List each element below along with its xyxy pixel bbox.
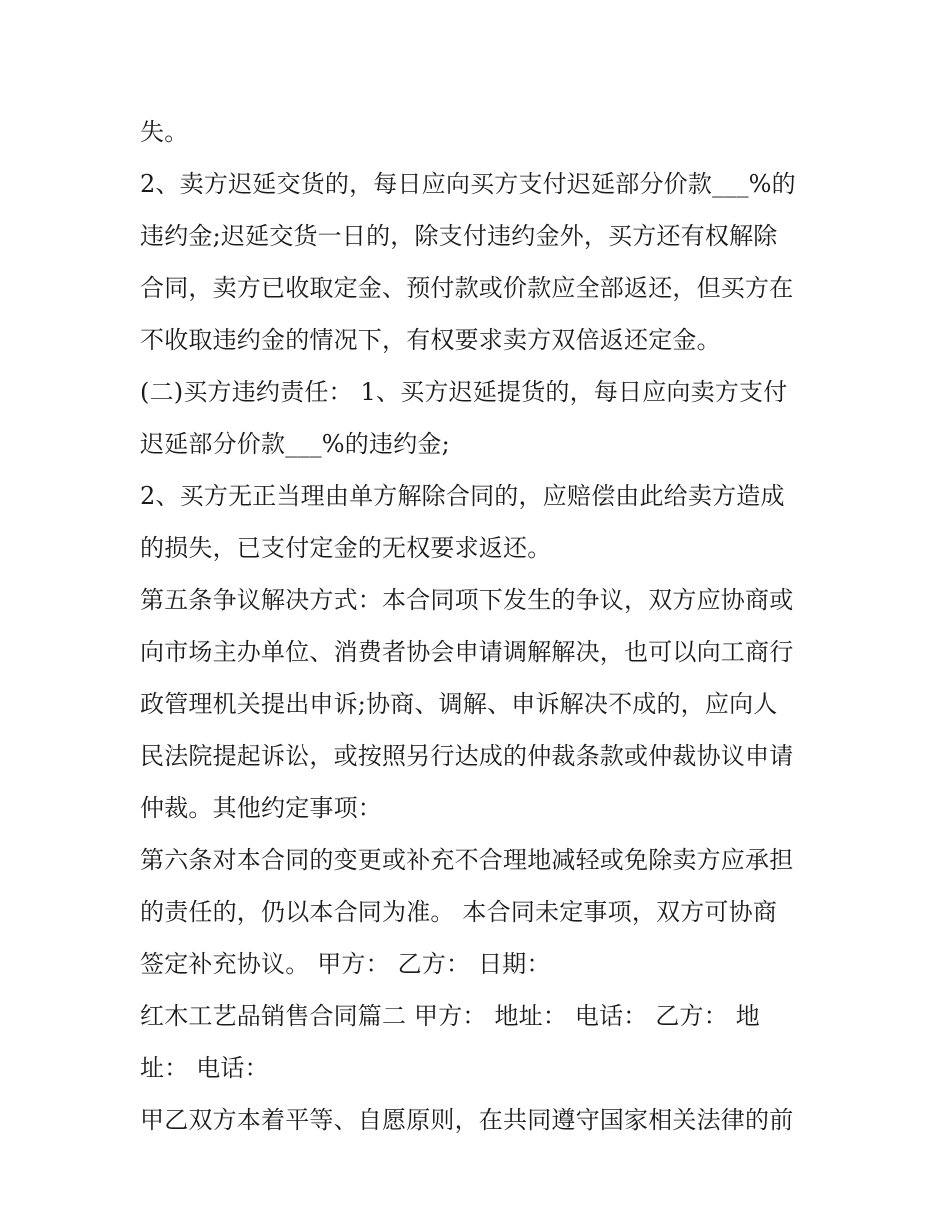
text-line: 迟延部分价款___%的违约金; <box>140 430 450 458</box>
text-line: 第五条争议解决方式：本合同项下发生的争议，双方应协商或 <box>140 586 794 614</box>
text-line: 2、买方无正当理由单方解除合同的，应赔偿由此给卖方造成 <box>140 482 785 510</box>
text-line: 违约金;迟延交货一日的，除支付违约金外，买方还有权解除 <box>140 222 778 250</box>
text-line: 甲乙双方本着平等、自愿原则，在共同遵守国家相关法律的前 <box>140 1106 794 1134</box>
text-line: (二)买方违约责任： 1、买方迟延提货的，每日应向卖方支付 <box>140 378 788 406</box>
text-line: 向市场主办单位、消费者协会申请调解解决，也可以向工商行 <box>140 638 794 666</box>
text-line: 2、卖方迟延交货的，每日应向买方支付迟延部分价款___%的 <box>140 170 796 198</box>
text-line: 失。 <box>140 118 189 146</box>
text-line: 的责任的，仍以本合同为准。 本合同未定事项，双方可协商 <box>140 898 778 926</box>
text-line: 签定补充协议。 甲方： 乙方： 日期： <box>140 950 551 978</box>
text-line: 合同，卖方已收取定金、预付款或价款应全部返还，但买方在 <box>140 274 794 302</box>
text-line: 仲裁。其他约定事项： <box>140 794 382 822</box>
text-line: 址： 电话： <box>140 1054 269 1082</box>
text-line: 的损失，已支付定金的无权要求返还。 <box>140 534 552 562</box>
text-line: 政管理机关提出申诉;协商、调解、申诉解决不成的，应向人 <box>140 690 778 718</box>
document-body <box>140 106 820 1146</box>
text-line: 不收取违约金的情况下，有权要求卖方双倍返还定金。 <box>140 326 721 354</box>
text-line: 第六条对本合同的变更或补充不合理地减轻或免除卖方应承担 <box>140 846 794 874</box>
text-line: 民法院提起诉讼，或按照另行达成的仲裁条款或仲裁协议申请 <box>140 742 794 770</box>
text-line: 红木工艺品销售合同篇二 甲方： 地址： 电话： 乙方： 地 <box>140 1002 760 1030</box>
